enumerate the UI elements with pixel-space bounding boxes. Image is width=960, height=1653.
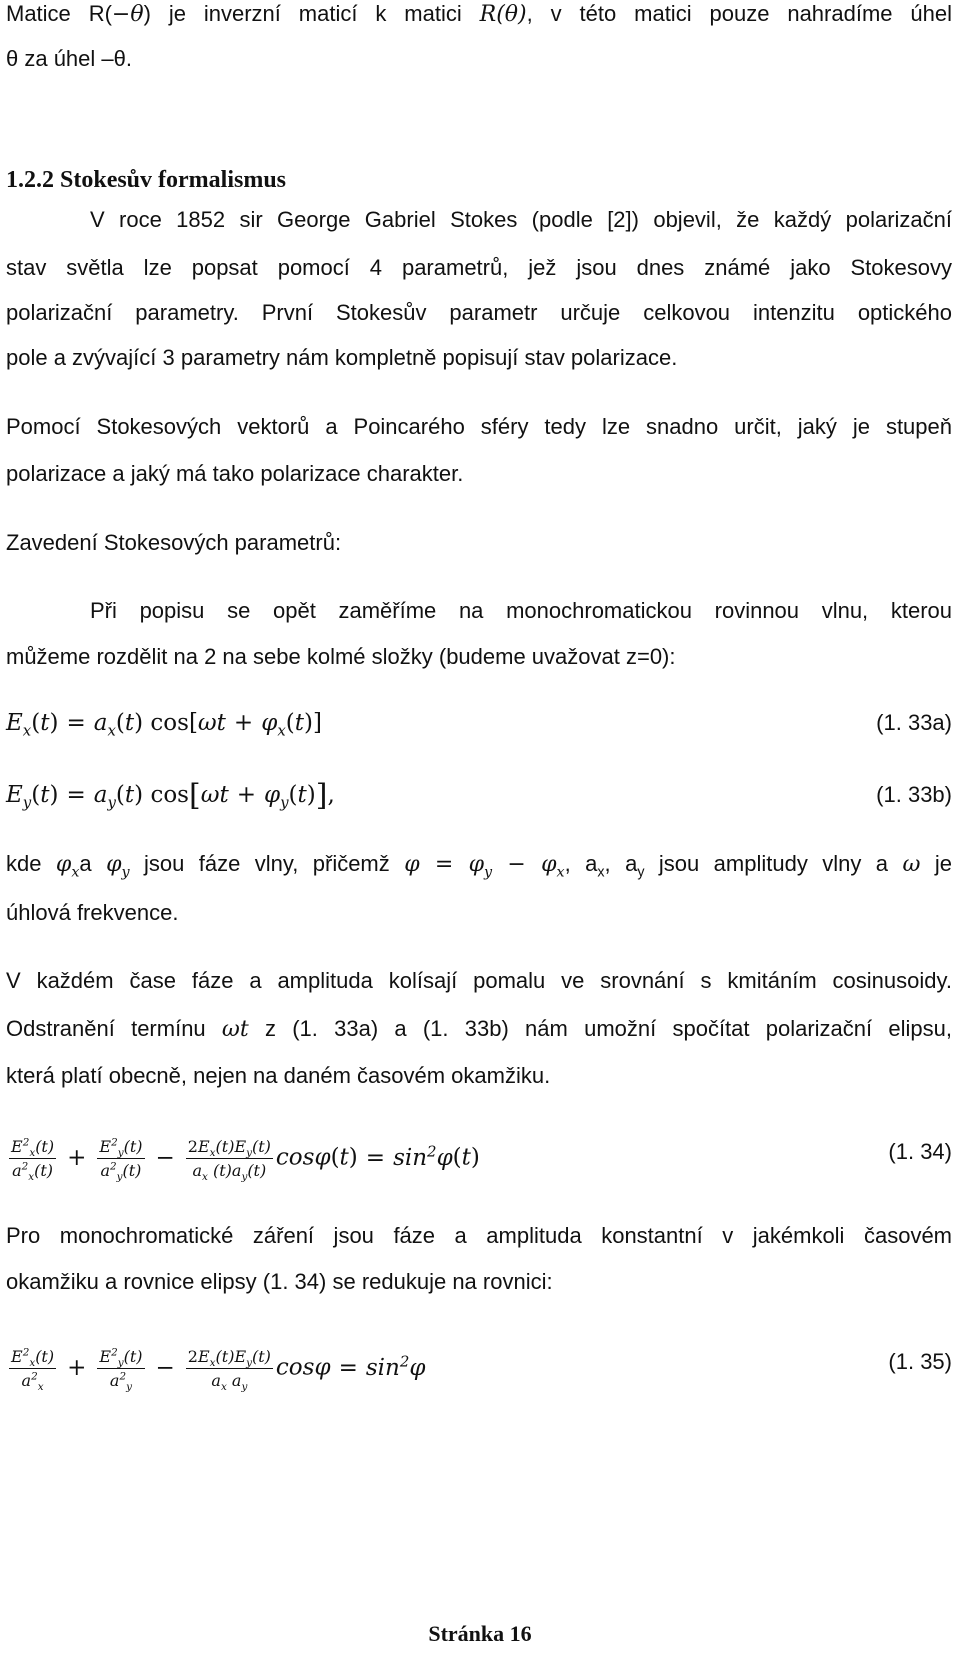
paragraph-line: pole a zvývající 3 parametry nám kompletně popisují stav polarizace. — [6, 345, 678, 370]
equation-number: (1. 33b) — [876, 782, 952, 807]
equation-1-35: $\frac{E^2_x(t)}{a^2_x}$ + $\frac{E^2_y(t)}{a^2_y}$ − $\frac{2E_x(t)E_y(t)}{a_x a_y}$ $\cos\varphi = \sin^2\varphi$ — [11, 1346, 426, 1394]
text-run: , v této matici pouze nahradíme úhel — [526, 1, 953, 26]
text-run: ) je inverzní maticí k matici — [143, 1, 480, 26]
paragraph-line: Pomocí Stokesových vektorů a Poincarého sféry tedy lze snadno určit, jaký je stupeň — [6, 414, 952, 439]
equation-number: (1. 35) — [888, 1349, 952, 1374]
text-run: jsou fáze vlny, přičemž — [143, 851, 390, 876]
page-number: Stránka 16 — [428, 1621, 532, 1646]
equation-1-34: $\frac{E^2_x(t)}{a^2_x(t)}$ + $\frac{E^2_y(t)}{a^2_y(t)}$ − $\frac{2E_x(t)E_y(t)}{a_x (t)a_y(t)}$ $\cos\varphi(t) = \sin^2\varphi(t)$ — [11, 1136, 480, 1184]
text-run: , a — [604, 851, 638, 876]
paragraph-line: θ za úhel –θ. — [6, 46, 132, 71]
paragraph-line: můžeme rozdělit na 2 na sebe kolmé složky (budeme uvažovat z=0): — [6, 644, 676, 669]
paragraph-line: Při popisu se opět zaměříme na monochromatickou rovinnou vlnu, kterou — [90, 598, 952, 623]
paragraph-line: Pro monochromatické záření jsou fáze a amplituda konstantní v jakémkoli časovém — [6, 1223, 952, 1248]
text-run: a — [79, 851, 92, 876]
paragraph-line: úhlová frekvence. — [6, 900, 179, 925]
math-run: −θ — [111, 2, 144, 27]
paragraph-line: Odstranění termínu ωt z (1. 33a) a (1. 33b) nám umožní spočítat polarizační elipsu, — [6, 1016, 952, 1042]
equation-1-33a: $E_x(t) = a_x(t) \cos[\omega t + \varphi_x(t)]$ — [6, 710, 322, 740]
paragraph-line: V každém čase fáze a amplituda kolísají pomalu ve srovnání s kmitáním cosinusoidy. — [6, 968, 952, 993]
text-run: z (1. 33a) a (1. 33b) nám umožní spočítat polarizační elipsu, — [264, 1016, 952, 1041]
paragraph-line: Zavedení Stokesových parametrů: — [6, 530, 342, 555]
equation-1-33b: $E_y(t) = a_y(t) \cos[\omega t + \varphi_y(t)]$, — [6, 778, 335, 813]
paragraph-line: která platí obecně, nejen na daném časovém okamžiku. — [6, 1063, 551, 1088]
paragraph-line: polarizační parametry. První Stokesův parametr určuje celkovou intenzitu optického — [6, 300, 952, 325]
paragraph-line — [6, 0, 952, 29]
equation-number: (1. 34) — [888, 1139, 952, 1164]
paragraph-line: stav světla lze popsat pomocí 4 parametrů, jež jsou dnes známé jako Stokesovy — [6, 255, 952, 280]
text-run: je — [934, 851, 952, 876]
paragraph-line: V roce 1852 sir George Gabriel Stokes (podle [2]) objevil, že každý polarizační — [90, 207, 952, 232]
paragraph-line: polarizace a jaký má tako polarizace charakter. — [6, 461, 464, 486]
text-run: kde — [6, 851, 42, 876]
equation-number: (1. 33a) — [876, 710, 952, 735]
text-run: jsou amplitudy vlny a — [658, 851, 889, 876]
text-run: , a — [564, 851, 598, 876]
paragraph-line: okamžiku a rovnice elipsy (1. 34) se redukuje na rovnici: — [6, 1269, 553, 1294]
paragraph-line: kde $\varphi_xa$ $\varphi_y$ jsou fáze vlny, přičemž $\varphi = \varphi_y - \varphi_x$, $a_x$, $a_y$ jsou amplitudy vlny a ω je — [6, 851, 952, 881]
section-heading: 1.2.2 Stokesův formalismus — [6, 167, 287, 193]
text-run: Matice R( — [6, 1, 112, 26]
math-run: R(θ) — [479, 2, 527, 27]
text-run: Odstranění termínu — [6, 1016, 206, 1041]
